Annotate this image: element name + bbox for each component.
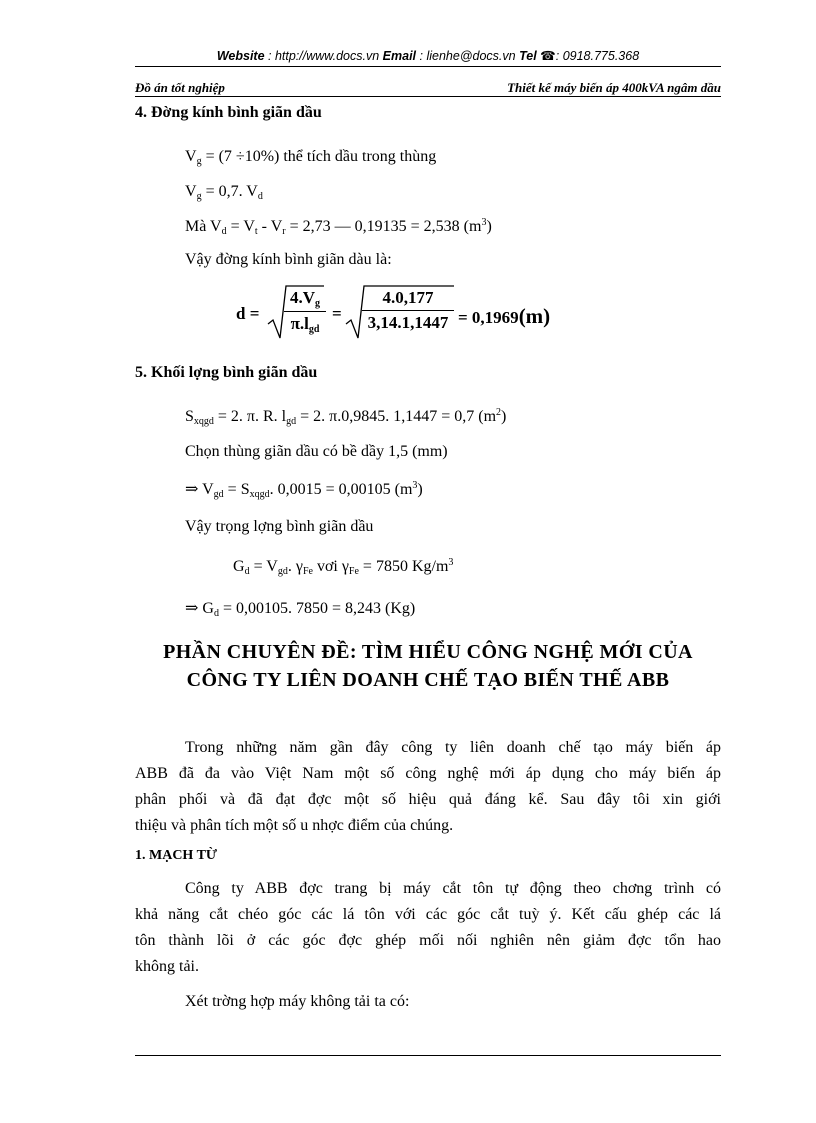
phone-icon: ☎ (540, 49, 556, 63)
header-underline (135, 96, 721, 97)
header-rule (135, 66, 721, 67)
implies-arrow-icon: ⇒ (185, 600, 199, 617)
last-line: Xét trờng hợp máy không tải ta có: (185, 993, 410, 1010)
header-left-title: Đồ án tốt nghiệp (135, 80, 225, 95)
footer-rule (135, 1055, 721, 1056)
section-4-line-1: $V_g = (7 \div 10\%)$ thể tích dầu trong thùng (185, 148, 437, 167)
section-5-line-1: $S_{xqgd} = 2$. π. R. $l_{gd} = 2$. π.0,9845. 1,1447 = 0,7 $(m^2)$ (185, 407, 507, 427)
section-4-line-2: $V_g = 0,7$. $V_d$ (185, 183, 263, 202)
implies-arrow-icon: ⇒ (185, 481, 199, 498)
intro-paragraph: Trong những năm gần đây công ty liên doanh chế tạo máy biến áp ABB đã đa vào Việt Nam một số công nghệ mới áp dụng cho máy biến áp phân phối và đã đạt đợc một số hiệu quả đáng kể. Sau đây tôi xin giới thiệu và phân tích một số u nhợc điểm của chúng. (135, 739, 721, 834)
section-1-heading: 1. MẠCH TỪ (135, 848, 218, 863)
section-5-line-4: Vậy trọng lợng bình giãn dầu (185, 518, 374, 535)
section-5-line-2: Chọn thùng giãn dầu có bề dầy 1,5 (mm) (185, 443, 448, 460)
section-5-heading: 5. Khối lợng bình giãn dầu (135, 364, 318, 381)
section-5-line-3: ⇒ $V_{gd} = S_{xqgd}$. 0,0015 = 0,00105 $(m^3)$ (185, 480, 423, 500)
section-1-paragraph: Công ty ABB đợc trang bị máy cắt tôn tự động theo chơng trình có khả năng cắt chéo góc các lá tôn với các góc cắt tuỳ ý. Kết cấu ghép các lá tôn thành lõi ở các góc đợc ghép mối nối nghiên nên giảm đợc tổn hao không tải. (135, 880, 721, 975)
section-4-line-4: Vậy đờng kính bình giãn dàu là: (185, 251, 392, 268)
header-contact: Website : http://www.docs.vn Email : lienhe@docs.vn Tel ☎: 0918.775.368 (216, 49, 640, 63)
chapter-title-line-1: PHẦN CHUYÊN ĐỀ: TÌM HIỂU CÔNG NGHỆ MỚI CỦA (163, 641, 693, 663)
section-5-line-5: $G_d = V_{gd}$. $\gamma_{Fe}$ vơi $\gamma_{Fe} = 7850$ $Kg/m^3$ (233, 557, 454, 577)
chapter-title-line-2: CÔNG TY LIÊN DOANH CHẾ TẠO BIẾN THẾ ABB (186, 669, 670, 691)
section-4-line-3: Mà $V_d = V_t - V_r = 2,73$ — 0,19135 = 2,538 $(m^3)$ (185, 217, 492, 237)
diameter-formula: d = $\frac{4.V_g}{\pi.l_{gd}}$ = $\frac{4.0,177}{3,14.1,1447}$ = 0,1969(m) (236, 284, 566, 344)
header-right-title: Thiết kế máy biến áp 400kVA ngâm dầu (507, 80, 721, 95)
section-5-line-6: ⇒ $G_d = 0,00105$. 7850 = 8,243 (Kg) (185, 600, 416, 619)
section-4-heading: 4. Đờng kính bình giãn dầu (135, 104, 322, 121)
